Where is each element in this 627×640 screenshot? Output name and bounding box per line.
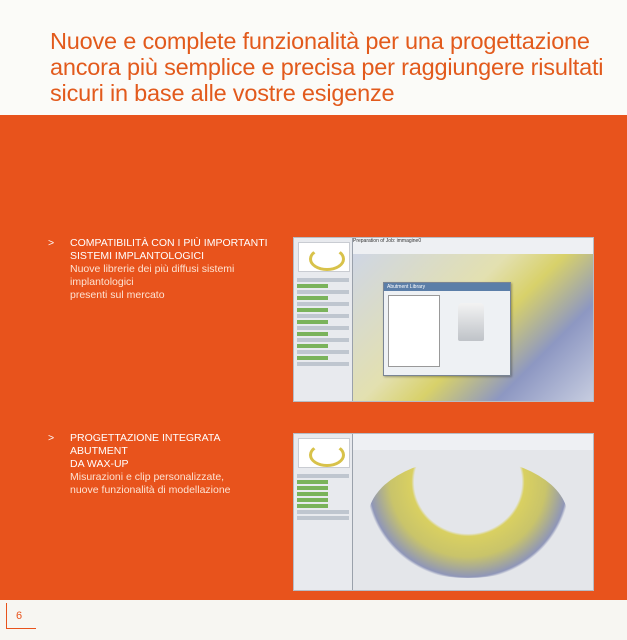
feature-description-line: Misurazioni e clip personalizzate,: [70, 471, 225, 483]
screenshot-tree: [297, 472, 349, 522]
software-screenshot-wax-up: [293, 433, 594, 591]
screenshot-tree: [297, 276, 349, 368]
feature-description-line: nuove funzionalità di modellazione: [70, 484, 231, 496]
page-marker-base: [6, 628, 36, 629]
orange-panel: [0, 115, 627, 600]
screenshot-toolbar: [353, 434, 593, 451]
chevron-right-icon: >: [48, 237, 55, 249]
feature-title-line: PROGETTAZIONE INTEGRATA ABUTMENT: [70, 432, 220, 457]
page-headline: Nuove e complete funzionalità per una progettazione ancora più semplice e precisa per raggiungere risultati sicuri in base alle vostre esigenze: [50, 28, 604, 106]
library-list: [388, 295, 440, 367]
dental-arch-model: [368, 458, 568, 578]
abutment-preview-icon: [458, 303, 484, 341]
abutment-library-dialog: [383, 282, 511, 376]
feature-description-line: Nuove librerie dei più diffusi sistemi implantologici: [70, 263, 235, 288]
feature-title-line: COMPATIBILITÀ CON I PIÙ IMPORTANTI: [70, 237, 268, 249]
jaw-logo-icon: [298, 242, 350, 272]
3d-model-view: [353, 254, 593, 401]
page-number: 6: [16, 610, 23, 622]
header-band: [0, 0, 627, 115]
page-marker-line: [6, 603, 7, 629]
3d-model-view: [353, 450, 593, 590]
feature-title-line: DA WAX-UP: [70, 458, 129, 470]
feature-description-line: presenti sul mercato: [70, 289, 165, 301]
jaw-logo-icon: [298, 438, 350, 468]
screenshot-topbar-text: Preparation of Job: immagine0: [353, 238, 422, 244]
chevron-right-icon: >: [48, 432, 55, 444]
footer-band: [0, 600, 627, 640]
screenshot-topbar: [353, 238, 593, 255]
screenshot-sidebar: [294, 238, 353, 401]
feature-title-line: SISTEMI IMPLANTOLOGICI: [70, 250, 204, 262]
software-screenshot-abutment-library: [293, 237, 594, 402]
dialog-title: Abutment Library: [384, 283, 510, 291]
screenshot-sidebar: [294, 434, 353, 590]
